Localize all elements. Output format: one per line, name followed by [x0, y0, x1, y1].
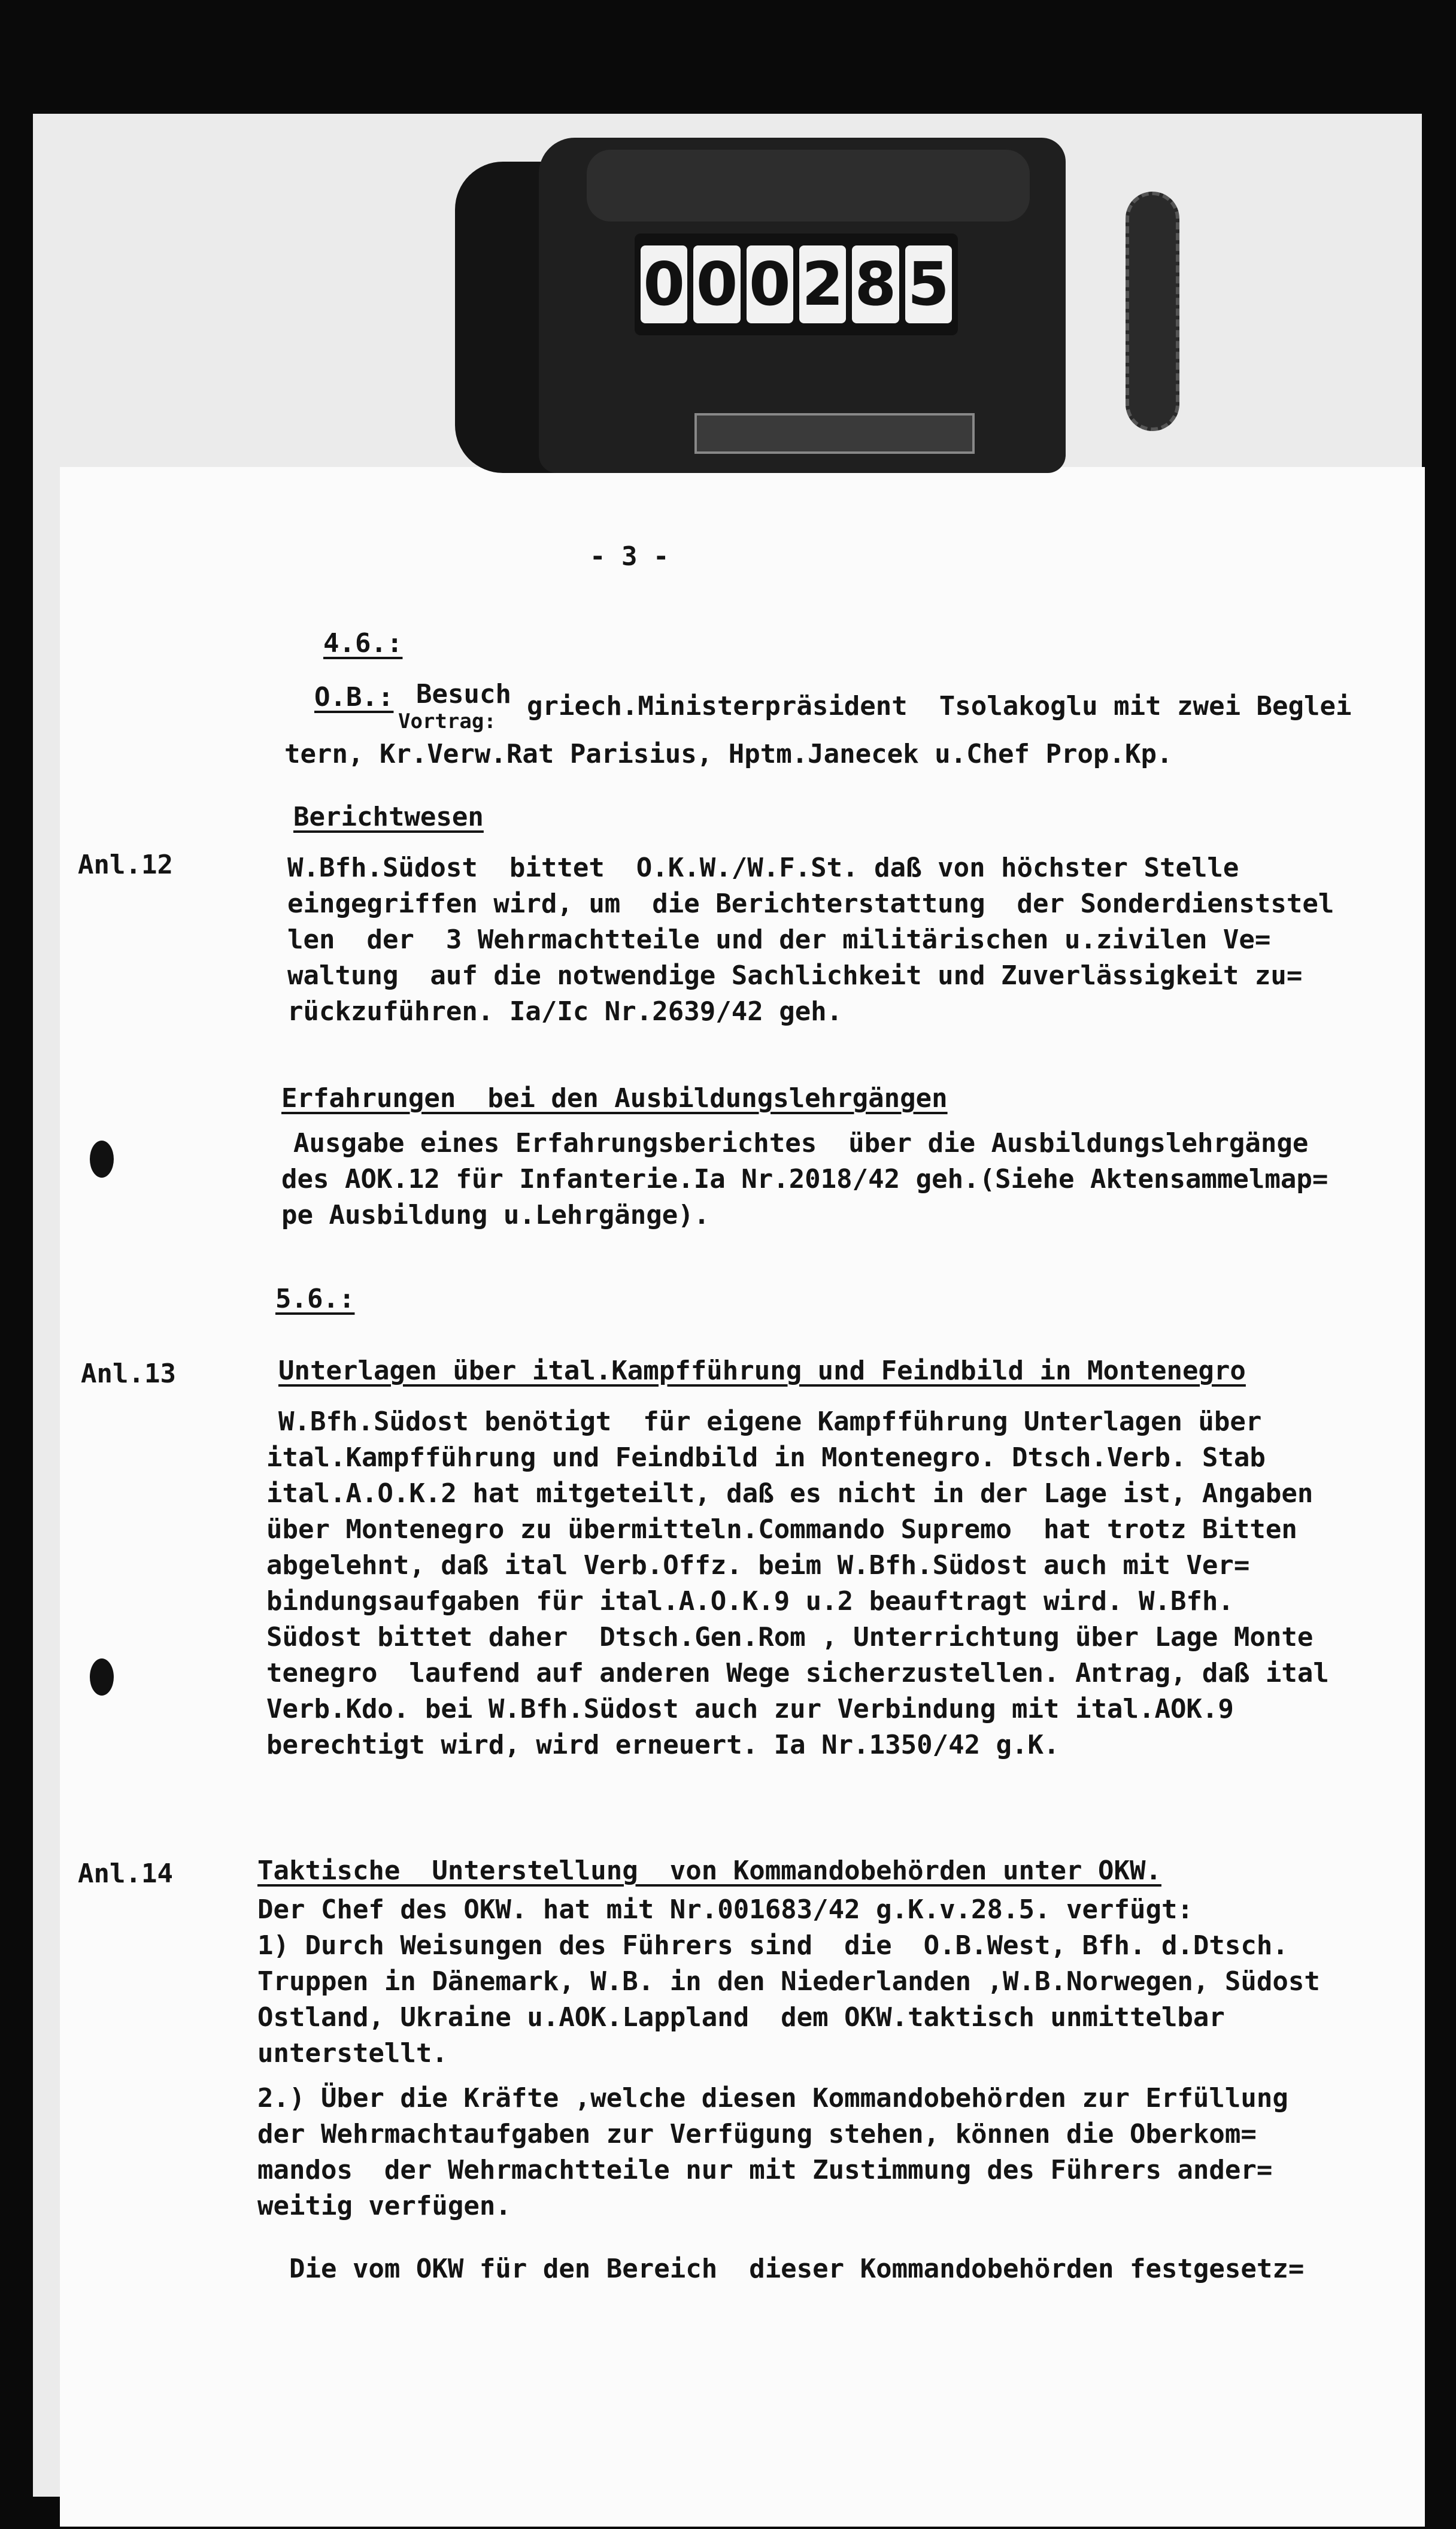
body-line: ital.Kampfführung und Feindbild in Montenegro. Dtsch.Verb. Stab: [266, 1442, 1266, 1473]
body-line: berechtigt wird, wird erneuert. Ia Nr.1350/42 g.K.: [266, 1730, 1060, 1760]
section-heading: Berichtwesen: [293, 802, 484, 832]
body-line: Ostland, Ukraine u.AOK.Lappland dem OKW.taktisch unmittelbar: [257, 2002, 1225, 2033]
date-heading: 4.6.:: [323, 628, 403, 659]
date-heading: 5.6.:: [275, 1284, 355, 1314]
annex-label: Anl.14: [78, 1858, 173, 1889]
annex-label: Anl.12: [78, 850, 173, 880]
body-line: 2.) Über die Kräfte ,welche diesen Kommandobehörden zur Erfüllung: [257, 2083, 1288, 2113]
counter-digit: 0: [693, 245, 740, 323]
counter-digit: 8: [852, 245, 899, 323]
body-line: tenegro laufend auf anderen Wege sicherzustellen. Antrag, daß ital: [266, 1658, 1329, 1688]
body-line: pe Ausbildung u.Lehrgänge).: [281, 1200, 710, 1230]
body-line: Die vom OKW für den Bereich dieser Kommandobehörden festgesetz=: [257, 2254, 1305, 2284]
section-heading: Taktische Unterstellung von Kommandobehörden unter OKW.: [257, 1855, 1161, 1886]
ob-label: O.B.:: [314, 682, 394, 712]
page-number: - 3 -: [590, 541, 669, 572]
counter-knob: [1126, 192, 1179, 431]
body-line: Der Chef des OKW. hat mit Nr.001683/42 g.K.v.28.5. verfügt:: [257, 1894, 1193, 1925]
body-line: Verb.Kdo. bei W.Bfh.Südost auch zur Verbindung mit ital.AOK.9: [266, 1694, 1234, 1724]
counter-slot: [694, 413, 975, 454]
counter-digit: 2: [799, 245, 846, 323]
body-line: Ausgabe eines Erfahrungsberichtes über die Ausbildungslehrgänge: [293, 1128, 1309, 1159]
body-line: mandos der Wehrmachtteile nur mit Zustimmung des Führers ander=: [257, 2155, 1273, 2185]
counter-top: [587, 150, 1030, 222]
body-line: eingegriffen wird, um die Berichterstattung der Sonderdienststel: [287, 889, 1334, 919]
punch-hole: [90, 1658, 114, 1696]
counter-digit: 0: [747, 245, 793, 323]
ob-correction: Vortrag:: [398, 709, 496, 733]
body-line: ital.A.O.K.2 hat mitgeteilt, daß es nicht in der Lage ist, Angaben: [266, 1478, 1314, 1509]
body-line: 1) Durch Weisungen des Führers sind die O.B.West, Bfh. d.Dtsch.: [257, 1930, 1288, 1961]
body-line: waltung auf die notwendige Sachlichkeit und Zuverlässigkeit zu=: [287, 960, 1303, 991]
counter-digit: 0: [641, 245, 687, 323]
body-line: Südost bittet daher Dtsch.Gen.Rom , Unterrichtung über Lage Monte: [266, 1622, 1314, 1652]
body-line: weitig verfügen.: [257, 2191, 511, 2221]
punch-hole: [90, 1141, 114, 1178]
body-line: der Wehrmachtaufgaben zur Verfügung stehen, können die Oberkom=: [257, 2119, 1257, 2149]
body-line: len der 3 Wehrmachtteile und der militärischen u.zivilen Ve=: [287, 924, 1271, 955]
body-line: W.Bfh.Südost benötigt für eigene Kampfführung Unterlagen über: [278, 1406, 1262, 1437]
counter-window: [635, 234, 958, 335]
counter-digit: 5: [905, 245, 952, 323]
body-line: des AOK.12 für Infanterie.Ia Nr.2018/42 geh.(Siehe Aktensammelmap=: [281, 1164, 1328, 1194]
annex-label: Anl.13: [81, 1358, 176, 1389]
section-heading: Erfahrungen bei den Ausbildungslehrgängen: [281, 1083, 948, 1114]
section-heading: Unterlagen über ital.Kampfführung und Feindbild in Montenegro: [278, 1356, 1246, 1386]
ob-visit-struck: Besuch: [416, 679, 511, 709]
body-line: abgelehnt, daß ital Verb.Offz. beim W.Bfh.Südost auch mit Ver=: [266, 1550, 1250, 1581]
body-line: Truppen in Dänemark, W.B. in den Niederlanden ,W.B.Norwegen, Südost: [257, 1966, 1320, 1997]
body-line: über Montenegro zu übermitteln.Commando Supremo hat trotz Bitten: [266, 1514, 1297, 1545]
ob-line: tern, Kr.Verw.Rat Parisius, Hptm.Janecek u.Chef Prop.Kp.: [284, 739, 1173, 769]
body-line: rückzuführen. Ia/Ic Nr.2639/42 geh.: [287, 996, 843, 1027]
frame-counter: [455, 138, 1167, 503]
ob-line: griech.Ministerpräsident Tsolakoglu mit zwei Beglei: [527, 691, 1352, 721]
body-line: W.Bfh.Südost bittet O.K.W./W.F.St. daß von höchster Stelle: [287, 853, 1239, 883]
body-line: unterstellt.: [257, 2038, 448, 2069]
body-line: bindungsaufgaben für ital.A.O.K.9 u.2 beauftragt wird. W.Bfh.: [266, 1586, 1234, 1617]
